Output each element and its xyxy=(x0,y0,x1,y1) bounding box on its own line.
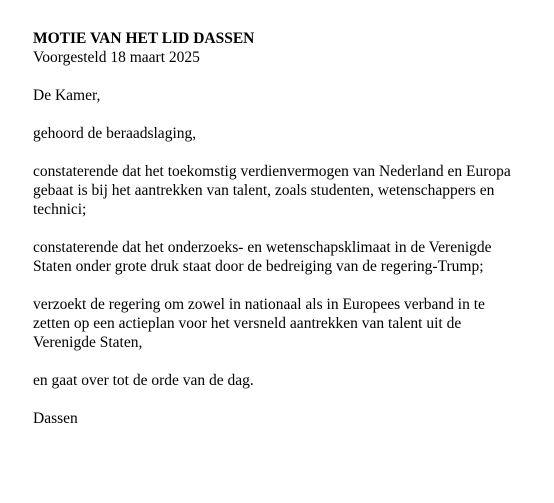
considering-clause-2 xyxy=(33,238,538,276)
considering-clause-1-line: gebaat is bij het aantrekken van talent, zoals studenten, wetenschappers en xyxy=(33,182,495,199)
motion-document xyxy=(33,29,538,428)
spacer xyxy=(33,105,538,124)
considering-clause-2-line: constaterende dat het onderzoeks- en wetenschapsklimaat in de Verenigde xyxy=(33,239,492,256)
spacer xyxy=(33,67,538,86)
considering-clause-1-line: technici; xyxy=(33,201,87,218)
spacer xyxy=(33,352,538,371)
heard-clause: gehoord de beraadslaging, xyxy=(33,125,197,142)
salutation: De Kamer, xyxy=(33,87,101,104)
considering-clause-2-line: Staten onder grote druk staat door de bedreiging van de regering-Trump; xyxy=(33,258,484,275)
motion-title: MOTIE VAN HET LID DASSEN xyxy=(33,30,255,47)
spacer xyxy=(33,143,538,162)
signature: Dassen xyxy=(33,410,78,427)
proposed-date: Voorgesteld 18 maart 2025 xyxy=(33,49,200,66)
considering-clause-1-line: constaterende dat het toekomstig verdienvermogen van Nederland en Europa xyxy=(33,163,511,180)
request-clause xyxy=(33,295,538,352)
request-clause-line: zetten op een actieplan voor het versneld aantrekken van talent uit de xyxy=(33,315,462,332)
spacer xyxy=(33,219,538,238)
spacer xyxy=(33,276,538,295)
request-clause-line: Verenigde Staten, xyxy=(33,334,143,351)
request-clause-line: verzoekt de regering om zowel in nationaal als in Europees verband in te xyxy=(33,296,485,313)
spacer xyxy=(33,390,538,409)
closing-clause: en gaat over tot de orde van de dag. xyxy=(33,372,254,389)
considering-clause-1 xyxy=(33,162,538,219)
